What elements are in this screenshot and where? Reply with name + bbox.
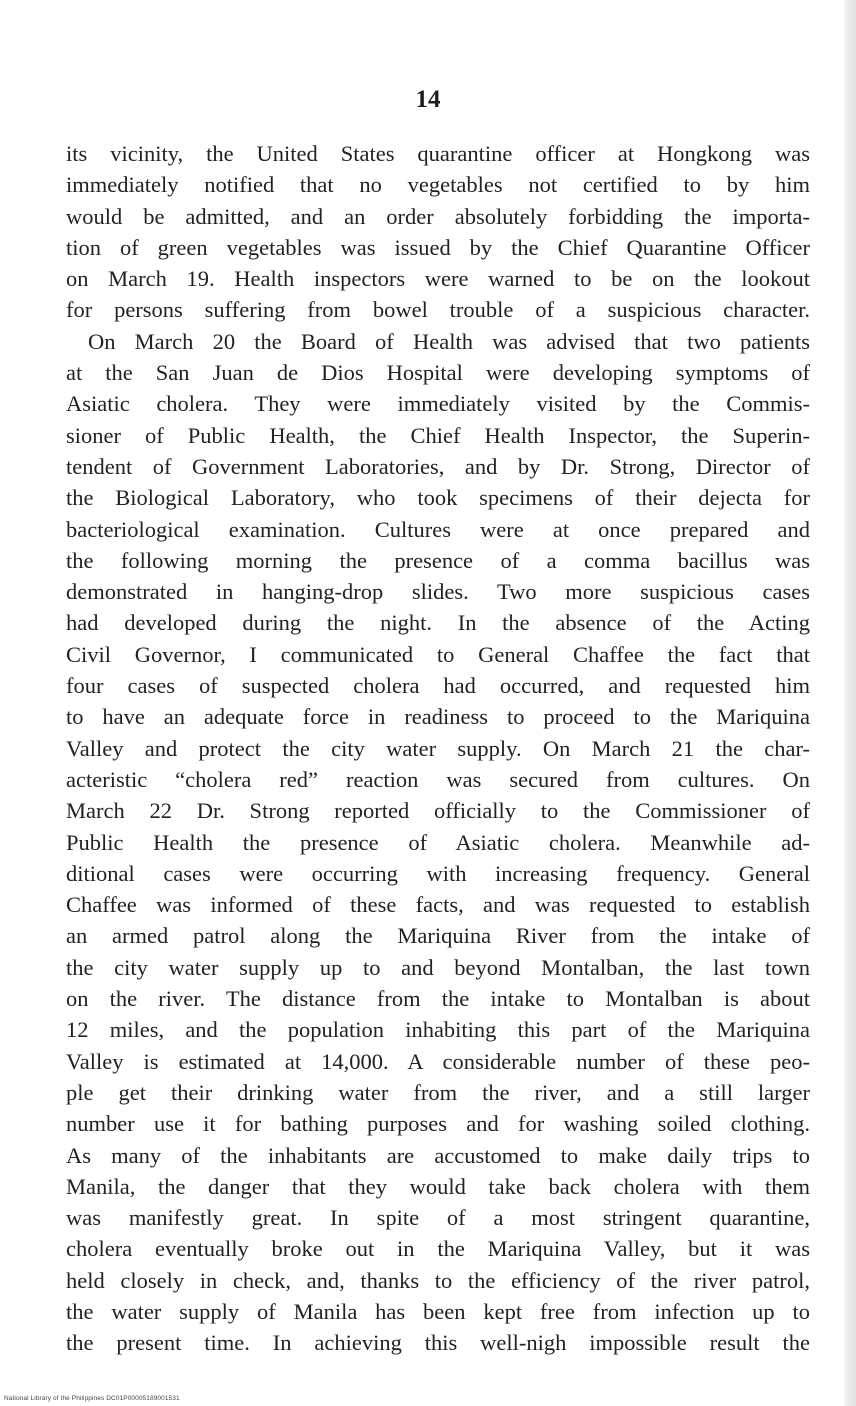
text-line: number use it for bathing purposes and for washing soiled clothing. (66, 1111, 810, 1137)
text-line: on the river. The distance from the intake to Montalban is about (66, 986, 810, 1012)
text-line: demonstrated in hanging-drop slides. Two more suspicious cases (66, 579, 810, 605)
text-line: 12 miles, and the population inhabiting this part of the Mariquina (66, 1017, 810, 1043)
text-line: to have an adequate force in readiness to proceed to the Mariquina (66, 704, 810, 730)
text-line: its vicinity, the United States quarantine officer at Hongkong was (66, 141, 810, 166)
text-line: ple get their drinking water from the river, and a still larger (66, 1079, 810, 1105)
text-line: the water supply of Manila has been kept free from infection up to (66, 1298, 810, 1324)
text-line: bacteriological examination. Cultures were at once prepared and (66, 516, 810, 542)
text-line: Civil Governor, I communicated to General Chaffee the fact that (66, 641, 810, 667)
text-line: Manila, the danger that they would take back cholera with them (66, 1173, 810, 1199)
text-line: acteristic “cholera red” reaction was secured from cultures. On (66, 766, 810, 792)
text-line: On March 20 the Board of Health was advised that two patients (88, 328, 810, 354)
page-number: 14 (415, 86, 441, 113)
text-line: was manifestly great. In spite of a most stringent quarantine, (66, 1205, 810, 1231)
text-line: four cases of suspected cholera had occurred, and requested him (66, 673, 810, 699)
text-line: at the San Juan de Dios Hospital were developing symptoms of (66, 360, 810, 386)
text-line: immediately notified that no vegetables not certified to by him (66, 172, 810, 198)
text-line: held closely in check, and, thanks to the efficiency of the river patrol, (66, 1267, 810, 1293)
text-line: Public Health the presence of Asiatic cholera. Meanwhile ad- (66, 829, 810, 855)
text-line: March 22 Dr. Strong reported officially to the Commissioner of (66, 798, 810, 824)
text-line: sioner of Public Health, the Chief Health Inspector, the Superin- (66, 422, 810, 448)
text-line: As many of the inhabitants are accustomed to make daily trips to (66, 1142, 810, 1168)
text-line: the following morning the presence of a comma bacillus was (66, 547, 810, 573)
body-text (66, 138, 810, 1359)
text-line: would be admitted, and an order absolutely forbidding the importa- (66, 203, 810, 229)
text-line: Valley is estimated at 14,000. A considerable number of these peo- (66, 1048, 810, 1074)
page-edge (844, 0, 856, 1406)
text-line: tendent of Government Laboratories, and by Dr. Strong, Director of (66, 453, 810, 479)
text-line: the city water supply up to and beyond Montalban, the last town (66, 954, 810, 980)
text-line: Chaffee was informed of these facts, and was requested to establish (66, 892, 810, 918)
text-line: Valley and protect the city water supply. On March 21 the char- (66, 735, 810, 761)
text-line: had developed during the night. In the absence of the Acting (66, 610, 810, 636)
text-line: for persons suffering from bowel trouble of a suspicious character. (66, 297, 810, 323)
text-line: ditional cases were occurring with increasing frequency. General (66, 860, 810, 886)
text-line: cholera eventually broke out in the Mariquina Valley, but it was (66, 1236, 810, 1262)
archive-footer-stamp: National Library of the Philippines DC01P00005189001531 (4, 1395, 180, 1402)
text-line: tion of green vegetables was issued by the Chief Quarantine Officer (66, 234, 810, 260)
text-line: the present time. In achieving this well-nigh impossible result the (66, 1330, 810, 1356)
text-line: on March 19. Health inspectors were warned to be on the lookout (66, 266, 810, 292)
text-line: the Biological Laboratory, who took specimens of their dejecta for (66, 485, 810, 511)
text-line: Asiatic cholera. They were immediately visited by the Commis- (66, 391, 810, 417)
text-line: an armed patrol along the Mariquina River from the intake of (66, 923, 810, 949)
